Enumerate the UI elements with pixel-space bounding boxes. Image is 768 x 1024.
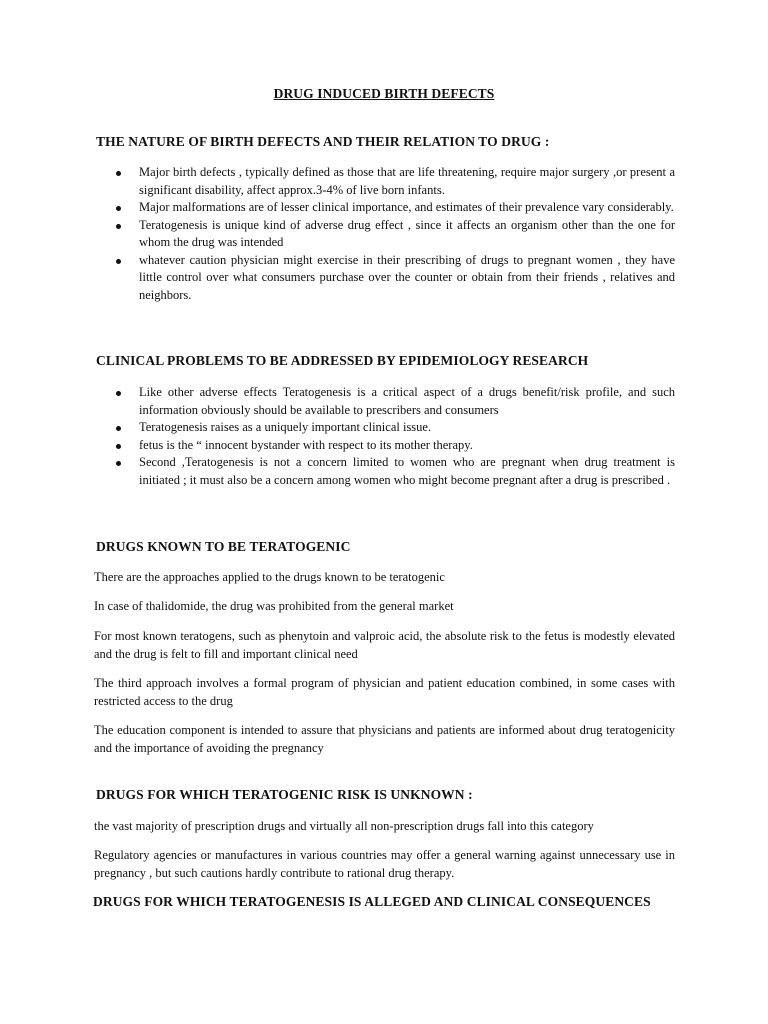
section-heading-drugs-risk-unknown: DRUGS FOR WHICH TERATOGENIC RISK IS UNKNOWN : bbox=[96, 787, 473, 802]
section-heading-drugs-known-teratogenic: DRUGS KNOWN TO BE TERATOGENIC bbox=[96, 539, 351, 554]
section-heading-teratogenesis-alleged: DRUGS FOR WHICH TERATOGENESIS IS ALLEGED AND CLINICAL CONSEQUENCES bbox=[93, 894, 651, 909]
list-item bbox=[112, 217, 675, 252]
paragraph: The third approach involves a formal program of physician and patient education combined, in some cases with restricted access to the drug bbox=[94, 676, 675, 708]
list-item bbox=[112, 164, 675, 199]
list-item-text: Major malformations are of lesser clinical importance, and estimates of their prevalence vary considerably. bbox=[139, 200, 674, 214]
paragraph: There are the approaches applied to the drugs known to be teratogenic bbox=[94, 570, 445, 584]
list-item bbox=[112, 252, 675, 305]
list-item-text: Teratogenesis is unique kind of adverse drug effect , since it affects an organism other than the one for whom the drug was intended bbox=[139, 217, 675, 249]
bullet-dot-icon bbox=[116, 171, 121, 176]
section-heading-nature-of-birth-defects: THE NATURE OF BIRTH DEFECTS AND THEIR RELATION TO DRUG : bbox=[96, 134, 550, 149]
bullet-dot-icon bbox=[116, 461, 121, 466]
list-item-text: Major birth defects , typically defined as those that are life threatening, require major surgery ,or present a significant disability, affect approx.3-4% of live born infants. bbox=[139, 165, 675, 197]
list-item-text: Second ,Teratogenesis is not a concern limited to women who are pregnant when drug treatment is initiated ; it must also be a concern among women who might become pregnant after a drug is prescribed . bbox=[139, 455, 675, 487]
list-item-text: Like other adverse effects Teratogenesis is a critical aspect of a drugs benefit/risk profile, and such information obviously should be available to prescribers and consumers bbox=[139, 385, 675, 417]
list-item bbox=[112, 437, 675, 455]
bullet-dot-icon bbox=[116, 259, 121, 264]
document-title: DRUG INDUCED BIRTH DEFECTS bbox=[273, 86, 495, 101]
bullet-dot-icon bbox=[116, 206, 121, 211]
paragraph: the vast majority of prescription drugs and virtually all non-prescription drugs fall into this category bbox=[94, 819, 594, 833]
paragraph: The education component is intended to assure that physicians and patients are informed about drug teratogenicity and the importance of avoiding the pregnancy bbox=[94, 723, 675, 755]
bullet-dot-icon bbox=[116, 224, 121, 229]
list-item bbox=[112, 384, 675, 419]
paragraph: Regulatory agencies or manufactures in various countries may offer a general warning against unnecessary use in pregnancy , but such cautions hardly contribute to rational drug therapy. bbox=[94, 848, 675, 880]
paragraph: For most known teratogens, such as phenytoin and valproic acid, the absolute risk to the fetus is modestly elevated and the drug is felt to fill and important clinical need bbox=[94, 629, 675, 661]
list-item-text: Teratogenesis raises as a uniquely important clinical issue. bbox=[139, 420, 432, 434]
list-item bbox=[112, 419, 675, 437]
bullet-list-nature-of-birth-defects bbox=[112, 164, 675, 304]
list-item-text: whatever caution physician might exercise in their prescribing of drugs to pregnant women , they have little control over what consumers purchase over the counter or obtain from their friends , relatives and neighbors. bbox=[139, 252, 675, 302]
section-heading-clinical-problems: CLINICAL PROBLEMS TO BE ADDRESSED BY EPIDEMIOLOGY RESEARCH bbox=[96, 353, 589, 368]
bullet-dot-icon bbox=[116, 444, 121, 449]
bullet-dot-icon bbox=[116, 426, 121, 431]
paragraph: In case of thalidomide, the drug was prohibited from the general market bbox=[94, 599, 454, 613]
bullet-list-clinical-problems bbox=[112, 384, 675, 489]
bullet-dot-icon bbox=[116, 391, 121, 396]
list-item bbox=[112, 454, 675, 489]
list-item-text: fetus is the “ innocent bystander with respect to its mother therapy. bbox=[139, 437, 473, 452]
list-item bbox=[112, 199, 675, 217]
